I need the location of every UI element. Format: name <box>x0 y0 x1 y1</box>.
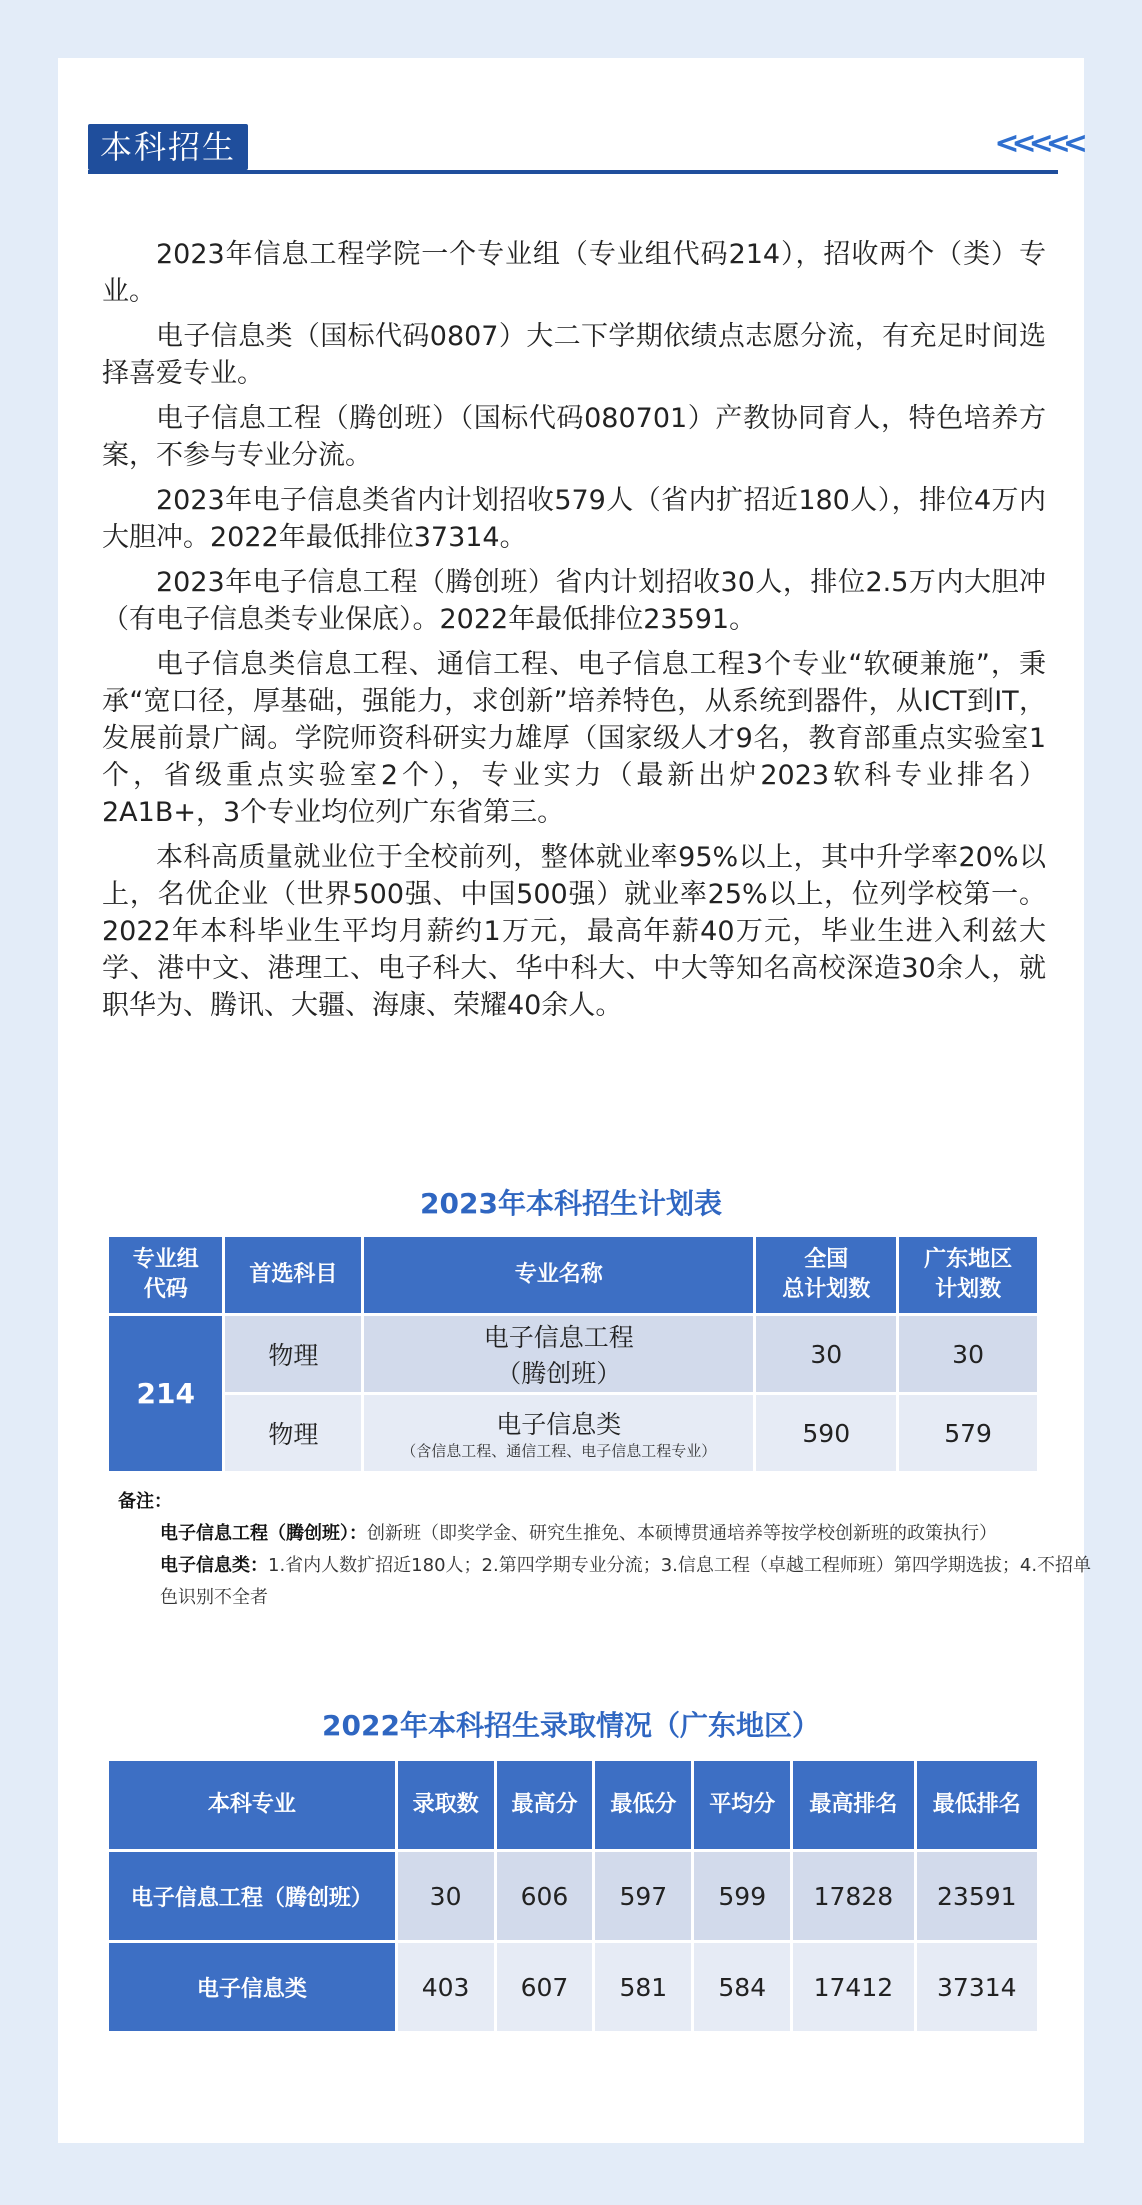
paragraph: 电子信息类（国标代码0807）大二下学期依绩点志愿分流，有充足时间选择喜爱专业。 <box>102 321 1046 389</box>
table-row <box>109 1943 1037 2031</box>
guangdong-cell: 30 <box>899 1316 1037 1392</box>
paragraph: 电子信息类信息工程、通信工程、电子信息工程3个专业“软硬兼施”，秉承“宽口径，厚基础，强能力，求创新”培养特色，从系统到器件，从ICT到IT，发展前景广阔。学院师资科研实力雄厚（国家级人才9名，教育部重点实验室1个，省级重点实验室2个），专业实力（最新出炉2023软科专业排名）2A1B+，3个专业均位列广东省第三。 <box>102 649 1046 828</box>
min-score-cell: 597 <box>595 1852 691 1940</box>
header-min-score: 最低分 <box>595 1761 691 1849</box>
admitted-cell: 403 <box>398 1943 494 2031</box>
min-rank-cell: 37314 <box>917 1943 1037 2031</box>
header-national <box>756 1237 896 1313</box>
admitted-cell: 30 <box>398 1852 494 1940</box>
note-title: 电子信息工程（腾创班）： <box>160 1523 367 1544</box>
header-text: 全国 <box>804 1247 849 1272</box>
plan-table <box>106 1234 1040 1474</box>
national-cell: 30 <box>756 1316 896 1392</box>
paragraph: 2023年电子信息类省内计划招收579人（省内扩招近180人），排位4万内大胆冲。2022年最低排位37314。 <box>102 485 1046 553</box>
header-guangdong <box>899 1237 1037 1313</box>
double-chevron-left-icon: <<<<< <box>994 126 1080 161</box>
note-item <box>118 1550 1098 1614</box>
note-title: 电子信息类： <box>160 1555 268 1576</box>
major-sub: （含信息工程、通信工程、电子信息工程专业） <box>401 1442 717 1460</box>
section-title: 本科招生 <box>88 124 248 170</box>
group-code-cell: 214 <box>109 1316 222 1471</box>
header-text: 专业组 <box>132 1247 199 1272</box>
max-rank-cell: 17828 <box>793 1852 913 1940</box>
table-row <box>109 1395 1037 1471</box>
max-rank-cell: 17412 <box>793 1943 913 2031</box>
page-card <box>58 58 1092 2143</box>
major-name: 电子信息类 <box>496 1410 622 1439</box>
major-cell: 电子信息工程（腾创班） <box>109 1852 395 1940</box>
table-row <box>109 1316 1037 1392</box>
intro-text <box>102 236 1046 1032</box>
paragraph: 电子信息工程（腾创班）（国标代码080701）产教协同育人，特色培养方案，不参与专业分流。 <box>102 403 1046 471</box>
header-avg-score: 平均分 <box>694 1761 790 1849</box>
header-major: 专业名称 <box>364 1237 753 1313</box>
notes <box>118 1486 1098 1614</box>
avg-score-cell: 584 <box>694 1943 790 2031</box>
header-major: 本科专业 <box>109 1761 395 1849</box>
header-text: 代码 <box>143 1277 188 1302</box>
max-score-cell: 606 <box>497 1852 593 1940</box>
header-max-score: 最高分 <box>497 1761 593 1849</box>
paragraph: 2023年信息工程学院一个专业组（专业组代码214），招收两个（类）专业。 <box>102 239 1046 307</box>
admission-table <box>106 1758 1040 2034</box>
paragraph: 2023年电子信息工程（腾创班）省内计划招收30人，排位2.5万内大胆冲（有电子信息类专业保底）。2022年最低排位23591。 <box>102 567 1046 635</box>
major-name: 电子信息工程 <box>483 1323 634 1352</box>
table-row <box>109 1852 1037 1940</box>
subject-cell: 物理 <box>225 1316 361 1392</box>
note-text: 1.省内人数扩招近180人；2.第四学期专业分流；3.信息工程（卓越工程师班）第四学期选拔；4.不招单色识别不全者 <box>160 1555 1092 1608</box>
notes-label: 备注： <box>118 1491 172 1512</box>
note-text: 创新班（即奖学金、研究生推免、本硕博贯通培养等按学校创新班的政策执行） <box>367 1523 997 1544</box>
major-cell <box>364 1395 753 1471</box>
note-item <box>118 1518 1098 1550</box>
major-sub: （腾创班） <box>496 1359 622 1388</box>
header-divider <box>88 170 1058 174</box>
section-header <box>88 124 1058 174</box>
major-cell <box>364 1316 753 1392</box>
header-min-rank: 最低排名 <box>917 1761 1037 1849</box>
plan-table-title: 2023年本科招生计划表 <box>420 1187 722 1220</box>
national-cell: 590 <box>756 1395 896 1471</box>
major-cell: 电子信息类 <box>109 1943 395 2031</box>
header-admitted: 录取数 <box>398 1761 494 1849</box>
max-score-cell: 607 <box>497 1943 593 2031</box>
min-rank-cell: 23591 <box>917 1852 1037 1940</box>
avg-score-cell: 599 <box>694 1852 790 1940</box>
subject-cell: 物理 <box>225 1395 361 1471</box>
header-text: 广东地区 <box>924 1247 1013 1272</box>
admission-table-title: 2022年本科招生录取情况（广东地区） <box>322 1709 820 1742</box>
header-text: 计划数 <box>935 1277 1002 1302</box>
header-group-code <box>109 1237 222 1313</box>
guangdong-cell: 579 <box>899 1395 1037 1471</box>
min-score-cell: 581 <box>595 1943 691 2031</box>
header-max-rank: 最高排名 <box>793 1761 913 1849</box>
header-text: 总计划数 <box>782 1277 871 1302</box>
header-subject: 首选科目 <box>225 1237 361 1313</box>
paragraph: 本科高质量就业位于全校前列，整体就业率95%以上，其中升学率20%以上，名优企业（世界500强、中国500强）就业率25%以上，位列学校第一。2022年本科毕业生平均月薪约1万元，最高年薪40万元，毕业生进入利兹大学、港中文、港理工、电子科大、华中科大、中大等知名高校深造30余人，就职华为、腾讯、大疆、海康、荣耀40余人。 <box>102 842 1046 1021</box>
